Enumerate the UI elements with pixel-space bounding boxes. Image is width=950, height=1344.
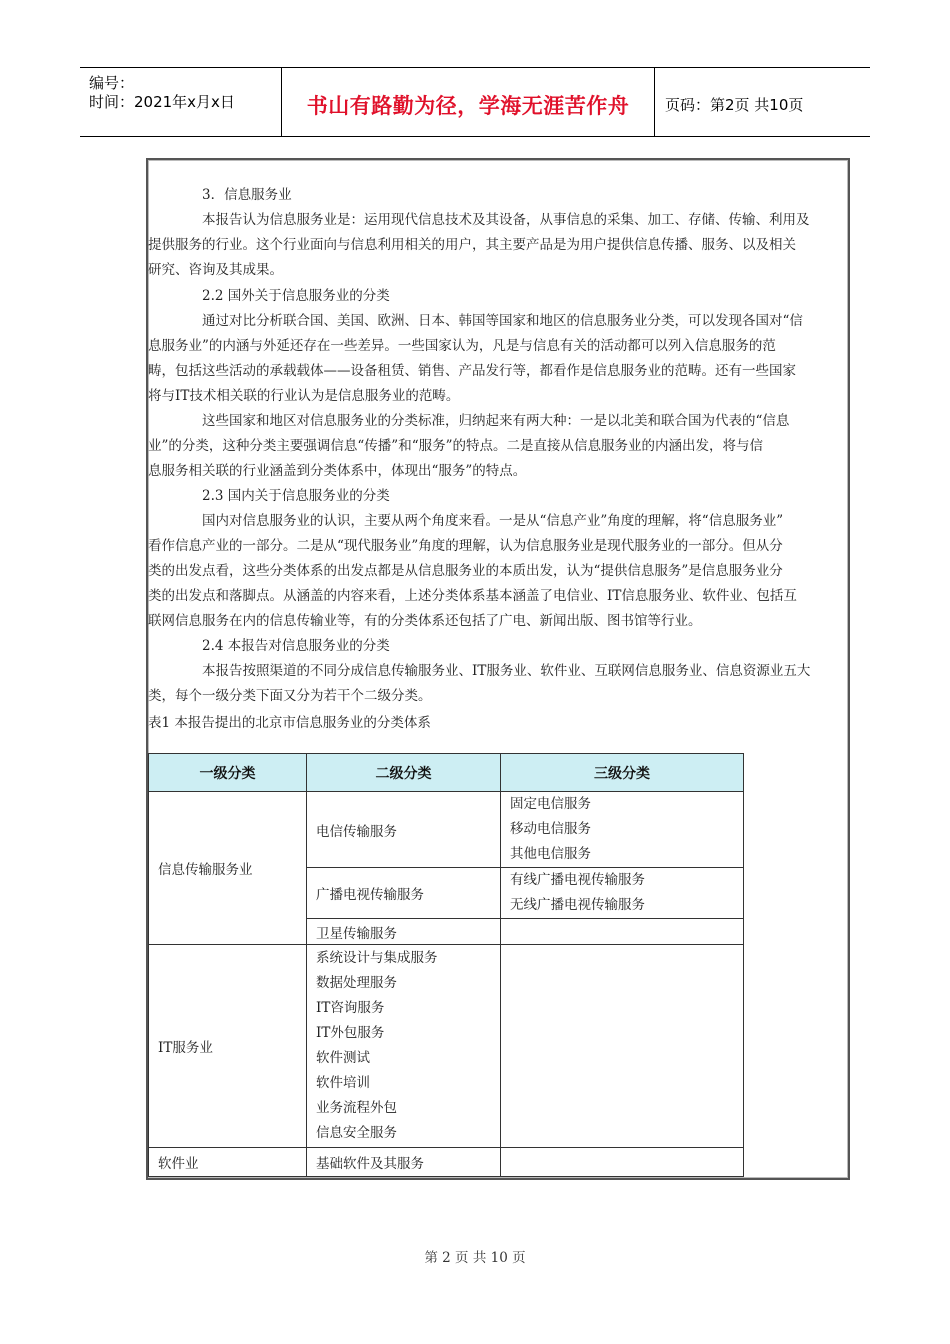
table-row [149, 1148, 744, 1177]
level2-item: 信息安全服务 [316, 1125, 397, 1141]
paragraph-definition [148, 208, 848, 283]
level2-item: 业务流程外包 [316, 1100, 397, 1116]
para-line: 国内对信息服务业的认识，主要从两个角度来看。一是从“信息产业”角度的理解，将“信息服务业” [202, 513, 784, 529]
level2-item: IT外包服务 [316, 1025, 385, 1041]
level3-cell [501, 792, 744, 868]
level2-item: 软件测试 [316, 1050, 370, 1066]
header-meta [80, 68, 282, 136]
level3-item: 移动电信服务 [510, 821, 591, 837]
paragraph-classification [148, 659, 848, 709]
table-caption: 表1 本报告提出的北京市信息服务业的分类体系 [148, 715, 431, 731]
para-line: 本报告认为信息服务业是：运用现代信息技术及其设备，从事信息的采集、加工、存储、传输、利用及 [202, 212, 810, 228]
level2-cell: 基础软件及其服务 [307, 1148, 501, 1177]
serial-label: 编号： [89, 74, 135, 92]
table-row [149, 792, 744, 868]
level3-item: 其他电信服务 [510, 846, 591, 862]
header-page-cell [655, 68, 870, 136]
para-line: 业”的分类，这种分类主要强调信息“传播”和“服务”的特点。二是直接从信息服务业的内涵出发，将与信 [148, 438, 764, 454]
para-line: 看作信息产业的一部分。二是从“现代服务业”角度的理解，认为信息服务业是现代服务业的一部分。但从分 [148, 538, 783, 554]
level3-item: 有线广播电视传输服务 [510, 872, 645, 888]
level2-item: IT咨询服务 [316, 1000, 385, 1016]
classification-table [148, 753, 744, 1177]
para-line: 类，每个一级分类下面又分为若干个二级分类。 [148, 688, 432, 704]
para-line: 将与IT技术相关联的行业认为是信息服务业的范畴。 [148, 388, 460, 404]
page-header [80, 67, 870, 137]
section-2-3-title: 2.3 国内关于信息服务业的分类 [202, 488, 390, 504]
level3-cell [501, 1148, 744, 1177]
level1-cell: 信息传输服务业 [149, 792, 307, 945]
para-line: 类的出发点看，这些分类体系的出发点都是从信息服务业的本质出发，认为“提供信息服务”是信息服务业分 [148, 563, 783, 579]
time-label: 时间：2021年x月x日 [89, 93, 235, 111]
para-line: 通过对比分析联合国、美国、欧洲、日本、韩国等国家和地区的信息服务业分类，可以发现各国对“信 [202, 313, 803, 329]
column-header: 一级分类 [149, 754, 307, 792]
level2-item: 系统设计与集成服务 [316, 950, 438, 966]
para-line: 研究、咨询及其成果。 [148, 262, 283, 278]
motto: 书山有路勤为径，学海无涯苦作舟 [306, 94, 630, 118]
para-line: 畴，包括这些活动的承载载体——设备租赁、销售、产品发行等，都看作是信息服务业的范畴。还有一些国家 [148, 363, 796, 379]
level3-item: 无线广播电视传输服务 [510, 897, 645, 913]
paragraph-standards [148, 409, 848, 484]
level3-cell [501, 868, 744, 919]
page-info: 页码：第2页 共10页 [665, 96, 804, 114]
para-line: 联网信息服务在内的信息传输业等，有的分类体系还包括了广电、新闻出版、图书馆等行业。 [148, 613, 702, 629]
para-line: 这些国家和地区对信息服务业的分类标准，归纳起来有两大种：一是以北美和联合国为代表的“信息 [202, 413, 790, 429]
para-line: 本报告按照渠道的不同分成信息传输服务业、IT服务业、软件业、互联网信息服务业、信息资源业五大 [202, 663, 811, 679]
column-header: 三级分类 [501, 754, 744, 792]
level2-cell [307, 945, 501, 1148]
level2-item: 数据处理服务 [316, 975, 397, 991]
level2-cell: 电信传输服务 [307, 792, 501, 868]
level2-item: 软件培训 [316, 1075, 370, 1091]
para-line: 息服务相关联的行业涵盖到分类体系中，体现出“服务”的特点。 [148, 463, 527, 479]
level1-cell: 软件业 [149, 1148, 307, 1177]
para-line: 类的出发点和落脚点。从涵盖的内容来看，上述分类体系基本涵盖了电信业、IT信息服务业、软件业、包括互 [148, 588, 797, 604]
section-2-2-title: 2.2 国外关于信息服务业的分类 [202, 288, 390, 304]
section-3-title: 3．信息服务业 [202, 187, 292, 203]
paragraph-foreign [148, 309, 848, 409]
para-line: 息服务业”的内涵与外延还存在一些差异。一些国家认为，凡是与信息有关的活动都可以列入信息服务的范 [148, 338, 776, 354]
level2-cell: 卫星传输服务 [307, 919, 501, 945]
section-2-4-title: 2.4 本报告对信息服务业的分类 [202, 638, 390, 654]
level3-cell [501, 919, 744, 945]
level3-item: 固定电信服务 [510, 796, 591, 812]
table-row [149, 945, 744, 1148]
page-footer: 第 2 页 共 10 页 [424, 1250, 526, 1266]
level3-cell [501, 945, 744, 1148]
level2-cell: 广播电视传输服务 [307, 868, 501, 919]
level1-cell: IT服务业 [149, 945, 307, 1148]
paragraph-domestic [148, 509, 848, 634]
column-header: 二级分类 [307, 754, 501, 792]
header-motto-cell [282, 68, 655, 136]
para-line: 提供服务的行业。这个行业面向与信息利用相关的用户，其主要产品是为用户提供信息传播、服务、以及相关 [148, 237, 796, 253]
table-header-row [149, 754, 744, 792]
